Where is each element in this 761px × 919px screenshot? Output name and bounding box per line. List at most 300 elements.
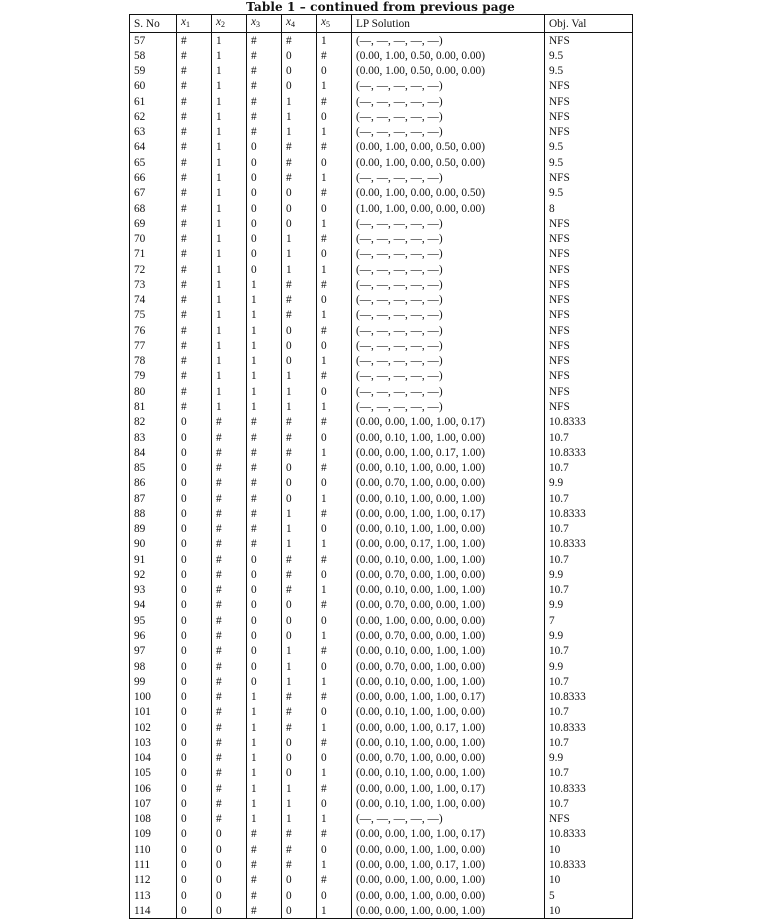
cell-x1: #	[177, 369, 212, 384]
cell-sno: 63	[130, 125, 177, 140]
cell-lp-solution: (0.00, 0.10, 0.00, 1.00, 1.00)	[352, 644, 545, 659]
cell-sno: 101	[130, 705, 177, 720]
cell-x1: 0	[177, 766, 212, 781]
table-row	[130, 766, 633, 781]
cell-obj-val: 9.5	[545, 48, 633, 63]
cell-x4: 1	[282, 644, 317, 659]
cell-x3: 1	[247, 812, 282, 827]
cell-obj-val: 10.7	[545, 705, 633, 720]
cell-x2: #	[212, 705, 247, 720]
cell-x3: 1	[247, 323, 282, 338]
cell-sno: 112	[130, 873, 177, 888]
header-x1	[177, 15, 212, 33]
cell-sno: 65	[130, 155, 177, 170]
cell-x2: #	[212, 598, 247, 613]
cell-x2: #	[212, 750, 247, 765]
cell-x1: #	[177, 247, 212, 262]
header-row	[130, 15, 633, 33]
cell-x3: #	[247, 460, 282, 475]
cell-sno: 93	[130, 583, 177, 598]
cell-x2: #	[212, 567, 247, 582]
cell-x5: 1	[317, 812, 352, 827]
cell-x3: 0	[247, 140, 282, 155]
cell-x3: 0	[247, 186, 282, 201]
cell-sno: 104	[130, 750, 177, 765]
cell-x3: #	[247, 445, 282, 460]
cell-x5: #	[317, 552, 352, 567]
cell-x2: 1	[212, 64, 247, 79]
cell-x3: 0	[247, 216, 282, 231]
cell-x5: 1	[317, 216, 352, 231]
cell-x5: 1	[317, 720, 352, 735]
cell-obj-val: 10.8333	[545, 720, 633, 735]
cell-x1: #	[177, 277, 212, 292]
cell-x3: 1	[247, 308, 282, 323]
cell-x5: 0	[317, 430, 352, 445]
cell-sno: 73	[130, 277, 177, 292]
cell-x2: #	[212, 583, 247, 598]
cell-sno: 58	[130, 48, 177, 63]
cell-x2: #	[212, 720, 247, 735]
cell-x5: #	[317, 506, 352, 521]
cell-sno: 68	[130, 201, 177, 216]
cell-x3: 0	[247, 674, 282, 689]
cell-x1: 0	[177, 644, 212, 659]
table-row	[130, 155, 633, 170]
table-row	[130, 277, 633, 292]
cell-x3: #	[247, 537, 282, 552]
cell-x2: 1	[212, 262, 247, 277]
table-row	[130, 674, 633, 689]
cell-x1: 0	[177, 583, 212, 598]
cell-obj-val: 9.5	[545, 155, 633, 170]
cell-x3: #	[247, 842, 282, 857]
cell-sno: 85	[130, 460, 177, 475]
cell-x2: #	[212, 415, 247, 430]
cell-x4: #	[282, 415, 317, 430]
cell-x1: 0	[177, 613, 212, 628]
cell-lp-solution: (0.00, 0.00, 1.00, 0.00, 0.00)	[352, 888, 545, 903]
cell-x4: 0	[282, 613, 317, 628]
cell-x3: 0	[247, 155, 282, 170]
cell-x5: #	[317, 415, 352, 430]
cell-obj-val: 9.5	[545, 186, 633, 201]
cell-x1: 0	[177, 567, 212, 582]
cell-x3: 0	[247, 583, 282, 598]
cell-x3: #	[247, 506, 282, 521]
cell-x4: #	[282, 705, 317, 720]
cell-x2: #	[212, 476, 247, 491]
cell-x4: #	[282, 33, 317, 49]
header-x5-var: x	[321, 16, 327, 28]
cell-x1: 0	[177, 476, 212, 491]
cell-x4: 0	[282, 873, 317, 888]
cell-x4: 0	[282, 491, 317, 506]
cell-x3: 0	[247, 613, 282, 628]
cell-obj-val: 10.8333	[545, 506, 633, 521]
cell-x4: 1	[282, 94, 317, 109]
cell-x1: 0	[177, 827, 212, 842]
cell-x5: 0	[317, 750, 352, 765]
cell-x5: #	[317, 644, 352, 659]
cell-lp-solution: (—, —, —, —, —)	[352, 369, 545, 384]
cell-x5: #	[317, 827, 352, 842]
cell-x4: 0	[282, 750, 317, 765]
cell-x1: #	[177, 201, 212, 216]
cell-x2: 1	[212, 354, 247, 369]
cell-sno: 69	[130, 216, 177, 231]
cell-x1: #	[177, 48, 212, 63]
cell-x4: 0	[282, 186, 317, 201]
cell-x2: 0	[212, 873, 247, 888]
cell-obj-val: 10.7	[545, 644, 633, 659]
cell-x3: 0	[247, 598, 282, 613]
cell-sno: 79	[130, 369, 177, 384]
header-x3	[247, 15, 282, 33]
cell-sno: 74	[130, 293, 177, 308]
cell-x2: 1	[212, 231, 247, 246]
cell-x2: #	[212, 812, 247, 827]
cell-sno: 61	[130, 94, 177, 109]
cell-obj-val: 9.5	[545, 64, 633, 79]
cell-x1: 0	[177, 506, 212, 521]
cell-x4: 1	[282, 659, 317, 674]
cell-obj-val: NFS	[545, 323, 633, 338]
cell-x5: #	[317, 277, 352, 292]
cell-x5: 0	[317, 384, 352, 399]
cell-lp-solution: (0.00, 0.70, 0.00, 0.00, 1.00)	[352, 628, 545, 643]
cell-x3: #	[247, 873, 282, 888]
cell-x2: 0	[212, 857, 247, 872]
cell-x1: 0	[177, 873, 212, 888]
header-x5-sub: 5	[326, 20, 331, 29]
cell-x5: 0	[317, 338, 352, 353]
cell-lp-solution: (0.00, 1.00, 0.50, 0.00, 0.00)	[352, 48, 545, 63]
cell-x4: #	[282, 827, 317, 842]
cell-x3: 1	[247, 689, 282, 704]
cell-x4: 1	[282, 506, 317, 521]
cell-x3: #	[247, 888, 282, 903]
cell-x1: 0	[177, 857, 212, 872]
cell-x5: #	[317, 323, 352, 338]
cell-obj-val: 10.8333	[545, 781, 633, 796]
cell-x2: 0	[212, 842, 247, 857]
cell-x3: 1	[247, 720, 282, 735]
cell-x4: 1	[282, 781, 317, 796]
cell-sno: 77	[130, 338, 177, 353]
cell-x5: 1	[317, 399, 352, 414]
cell-lp-solution: (—, —, —, —, —)	[352, 79, 545, 94]
table-row	[130, 201, 633, 216]
cell-x3: 0	[247, 552, 282, 567]
table-row	[130, 873, 633, 888]
cell-x3: 0	[247, 231, 282, 246]
cell-x4: #	[282, 277, 317, 292]
cell-lp-solution: (—, —, —, —, —)	[352, 125, 545, 140]
cell-lp-solution: (0.00, 0.00, 1.00, 1.00, 0.00)	[352, 842, 545, 857]
table-row	[130, 338, 633, 353]
cell-lp-solution: (0.00, 0.00, 1.00, 1.00, 0.17)	[352, 689, 545, 704]
cell-obj-val: NFS	[545, 354, 633, 369]
cell-x4: 1	[282, 369, 317, 384]
table-row	[130, 552, 633, 567]
cell-obj-val: 10.7	[545, 583, 633, 598]
cell-x4: 0	[282, 323, 317, 338]
cell-x5: 1	[317, 170, 352, 185]
cell-sno: 102	[130, 720, 177, 735]
cell-lp-solution: (0.00, 1.00, 0.50, 0.00, 0.00)	[352, 64, 545, 79]
table-row	[130, 705, 633, 720]
cell-x1: 0	[177, 537, 212, 552]
cell-obj-val: 10.8333	[545, 827, 633, 842]
cell-x3: 0	[247, 628, 282, 643]
cell-x5: 0	[317, 659, 352, 674]
cell-x1: #	[177, 323, 212, 338]
cell-sno: 90	[130, 537, 177, 552]
cell-sno: 78	[130, 354, 177, 369]
cell-x2: #	[212, 766, 247, 781]
cell-x5: 0	[317, 522, 352, 537]
cell-x5: #	[317, 598, 352, 613]
cell-x5: 1	[317, 33, 352, 49]
cell-x5: #	[317, 735, 352, 750]
cell-obj-val: 10.7	[545, 491, 633, 506]
cell-lp-solution: (—, —, —, —, —)	[352, 262, 545, 277]
cell-x3: #	[247, 48, 282, 63]
cell-x2: 1	[212, 109, 247, 124]
cell-obj-val: NFS	[545, 384, 633, 399]
cell-x3: 1	[247, 369, 282, 384]
cell-x2: 1	[212, 293, 247, 308]
cell-x4: 1	[282, 262, 317, 277]
cell-x2: #	[212, 491, 247, 506]
cell-x3: 1	[247, 399, 282, 414]
cell-x1: 0	[177, 735, 212, 750]
cell-lp-solution: (—, —, —, —, —)	[352, 94, 545, 109]
cell-sno: 82	[130, 415, 177, 430]
cell-x5: 1	[317, 79, 352, 94]
cell-x4: #	[282, 170, 317, 185]
cell-obj-val: NFS	[545, 125, 633, 140]
cell-x1: 0	[177, 445, 212, 460]
cell-x5: #	[317, 140, 352, 155]
cell-lp-solution: (—, —, —, —, —)	[352, 170, 545, 185]
cell-x1: #	[177, 155, 212, 170]
cell-sno: 72	[130, 262, 177, 277]
table-row	[130, 262, 633, 277]
cell-x4: 1	[282, 796, 317, 811]
cell-sno: 96	[130, 628, 177, 643]
cell-x5: 1	[317, 445, 352, 460]
cell-lp-solution: (0.00, 0.70, 0.00, 1.00, 0.00)	[352, 567, 545, 582]
cell-x3: #	[247, 33, 282, 49]
cell-obj-val: 10.7	[545, 522, 633, 537]
cell-x5: #	[317, 186, 352, 201]
cell-lp-solution: (—, —, —, —, —)	[352, 33, 545, 49]
cell-obj-val: NFS	[545, 216, 633, 231]
cell-x3: 1	[247, 384, 282, 399]
cell-x1: #	[177, 399, 212, 414]
cell-x4: 0	[282, 888, 317, 903]
cell-x3: #	[247, 109, 282, 124]
cell-x3: #	[247, 125, 282, 140]
cell-x5: 1	[317, 857, 352, 872]
cell-lp-solution: (0.00, 1.00, 0.00, 0.50, 0.00)	[352, 155, 545, 170]
cell-sno: 89	[130, 522, 177, 537]
header-obj-val: Obj. Val	[545, 15, 633, 33]
header-x1-sub: 1	[186, 20, 191, 29]
cell-x1: 0	[177, 552, 212, 567]
cell-x2: 1	[212, 186, 247, 201]
cell-sno: 109	[130, 827, 177, 842]
cell-x5: 1	[317, 262, 352, 277]
cell-obj-val: NFS	[545, 308, 633, 323]
cell-sno: 62	[130, 109, 177, 124]
cell-x5: 0	[317, 705, 352, 720]
table-row	[130, 644, 633, 659]
cell-lp-solution: (0.00, 0.10, 0.00, 1.00, 1.00)	[352, 583, 545, 598]
cell-x4: #	[282, 445, 317, 460]
cell-x1: #	[177, 186, 212, 201]
cell-x4: 0	[282, 766, 317, 781]
table-row	[130, 186, 633, 201]
cell-x4: 0	[282, 48, 317, 63]
table-row	[130, 79, 633, 94]
cell-lp-solution: (0.00, 0.00, 1.00, 0.00, 1.00)	[352, 903, 545, 919]
cell-x3: #	[247, 64, 282, 79]
cell-x3: #	[247, 522, 282, 537]
cell-sno: 105	[130, 766, 177, 781]
cell-x5: 0	[317, 476, 352, 491]
table-row	[130, 354, 633, 369]
cell-x2: 1	[212, 155, 247, 170]
table-row	[130, 506, 633, 521]
cell-x4: #	[282, 583, 317, 598]
cell-obj-val: 9.9	[545, 598, 633, 613]
cell-x4: #	[282, 720, 317, 735]
table-header	[130, 15, 633, 33]
cell-lp-solution: (—, —, —, —, —)	[352, 277, 545, 292]
cell-x1: 0	[177, 628, 212, 643]
cell-obj-val: NFS	[545, 338, 633, 353]
cell-x1: 0	[177, 430, 212, 445]
cell-sno: 99	[130, 674, 177, 689]
cell-x2: 1	[212, 216, 247, 231]
table-row	[130, 369, 633, 384]
cell-obj-val: 10.8333	[545, 415, 633, 430]
cell-x2: #	[212, 430, 247, 445]
cell-x1: #	[177, 338, 212, 353]
cell-x4: #	[282, 293, 317, 308]
cell-x2: #	[212, 613, 247, 628]
cell-obj-val: 9.9	[545, 476, 633, 491]
cell-sno: 94	[130, 598, 177, 613]
cell-sno: 106	[130, 781, 177, 796]
cell-x5: 1	[317, 491, 352, 506]
cell-x3: #	[247, 857, 282, 872]
table-row	[130, 491, 633, 506]
cell-obj-val: NFS	[545, 262, 633, 277]
cell-x5: 0	[317, 888, 352, 903]
cell-obj-val: 10.8333	[545, 445, 633, 460]
header-x3-sub: 3	[256, 20, 261, 29]
cell-x5: 0	[317, 842, 352, 857]
header-x2-var: x	[216, 16, 222, 28]
cell-x1: 0	[177, 812, 212, 827]
cell-x5: #	[317, 369, 352, 384]
cell-obj-val: 10	[545, 873, 633, 888]
cell-x2: 1	[212, 79, 247, 94]
cell-x4: 0	[282, 598, 317, 613]
cell-x1: 0	[177, 460, 212, 475]
cell-x3: 0	[247, 201, 282, 216]
cell-x4: 0	[282, 735, 317, 750]
cell-x2: 1	[212, 48, 247, 63]
cell-x5: #	[317, 231, 352, 246]
cell-x3: 1	[247, 750, 282, 765]
cell-x5: 0	[317, 796, 352, 811]
cell-sno: 110	[130, 842, 177, 857]
table-row	[130, 750, 633, 765]
cell-x2: 1	[212, 125, 247, 140]
cell-x4: 0	[282, 216, 317, 231]
cell-obj-val: NFS	[545, 33, 633, 49]
cell-x4: 0	[282, 628, 317, 643]
table-row	[130, 689, 633, 704]
cell-x5: 0	[317, 567, 352, 582]
cell-x2: 1	[212, 94, 247, 109]
cell-obj-val: 5	[545, 888, 633, 903]
cell-x2: #	[212, 689, 247, 704]
cell-lp-solution: (0.00, 0.10, 1.00, 1.00, 0.00)	[352, 522, 545, 537]
cell-lp-solution: (—, —, —, —, —)	[352, 384, 545, 399]
cell-obj-val: 9.9	[545, 659, 633, 674]
cell-x2: 0	[212, 903, 247, 919]
cell-x1: 0	[177, 842, 212, 857]
cell-x3: #	[247, 79, 282, 94]
table-row	[130, 170, 633, 185]
cell-x1: 0	[177, 522, 212, 537]
cell-x2: 1	[212, 170, 247, 185]
header-x4-sub: 4	[291, 20, 296, 29]
table-row	[130, 628, 633, 643]
cell-lp-solution: (—, —, —, —, —)	[352, 293, 545, 308]
cell-x1: #	[177, 109, 212, 124]
cell-obj-val: NFS	[545, 94, 633, 109]
cell-x4: #	[282, 430, 317, 445]
cell-x4: 1	[282, 384, 317, 399]
cell-x2: #	[212, 735, 247, 750]
cell-x2: #	[212, 522, 247, 537]
cell-obj-val: 10	[545, 903, 633, 919]
cell-sno: 86	[130, 476, 177, 491]
cell-lp-solution: (1.00, 1.00, 0.00, 0.00, 0.00)	[352, 201, 545, 216]
cell-x1: 0	[177, 674, 212, 689]
cell-sno: 91	[130, 552, 177, 567]
cell-lp-solution: (0.00, 0.10, 1.00, 0.00, 1.00)	[352, 491, 545, 506]
cell-x1: 0	[177, 750, 212, 765]
cell-x2: #	[212, 628, 247, 643]
cell-lp-solution: (0.00, 0.10, 0.00, 1.00, 1.00)	[352, 674, 545, 689]
cell-x2: 1	[212, 399, 247, 414]
cell-lp-solution: (0.00, 0.70, 0.00, 1.00, 0.00)	[352, 659, 545, 674]
cell-x5: 1	[317, 537, 352, 552]
cell-lp-solution: (0.00, 0.00, 1.00, 0.17, 1.00)	[352, 445, 545, 460]
cell-x4: 0	[282, 79, 317, 94]
cell-x2: #	[212, 445, 247, 460]
cell-x3: 0	[247, 659, 282, 674]
cell-x4: 0	[282, 354, 317, 369]
